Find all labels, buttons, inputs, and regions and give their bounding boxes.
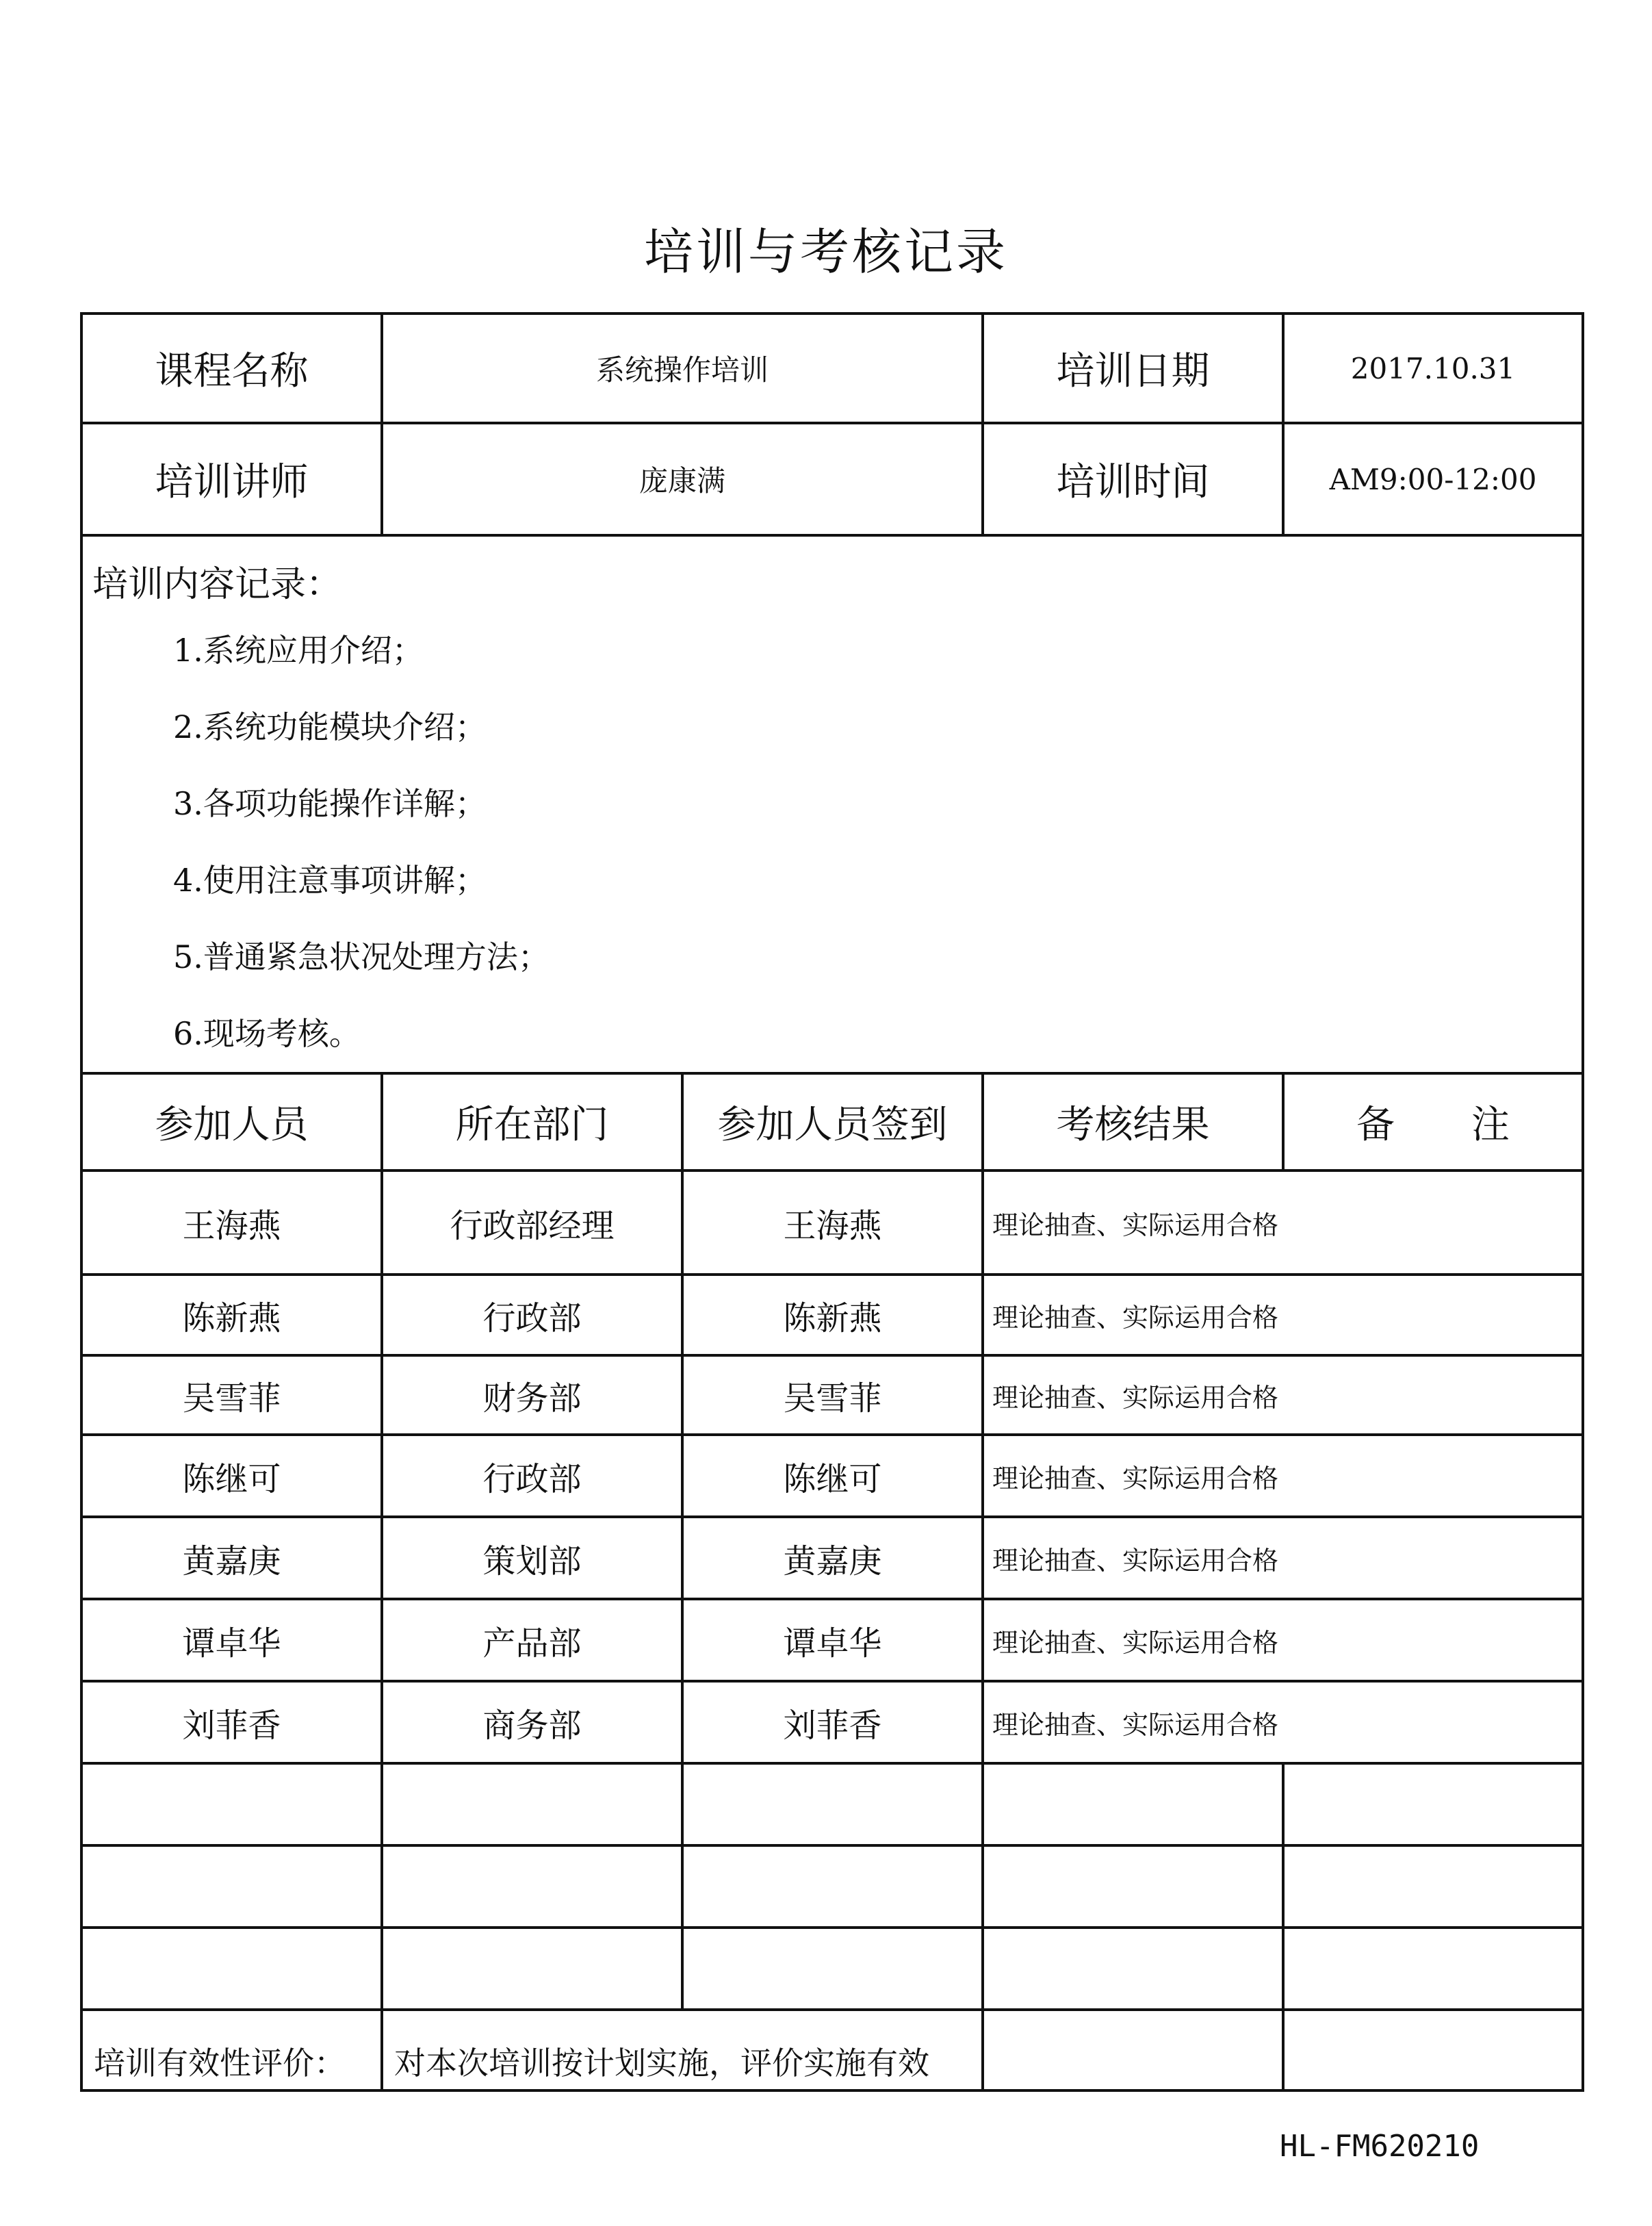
empty-cell[interactable] — [983, 1763, 1283, 1845]
participant-department[interactable]: 行政部 — [382, 1435, 682, 1517]
table-row — [81, 1355, 1583, 1435]
column-header-participant: 参加人员 — [81, 1073, 382, 1170]
empty-row — [81, 1763, 1583, 1845]
empty-cell[interactable] — [81, 1928, 382, 2010]
content-item: 4.使用注意事项讲解； — [173, 862, 487, 899]
participant-result[interactable]: 理论抽查、实际运用合格 — [983, 1355, 1583, 1435]
header-row-course — [81, 314, 1583, 423]
participant-sign-in[interactable]: 吴雪菲 — [682, 1355, 983, 1435]
participant-department[interactable]: 策划部 — [382, 1517, 682, 1599]
evaluation-label: 培训有效性评价： — [81, 2010, 382, 2090]
participant-department[interactable]: 行政部经理 — [382, 1170, 682, 1275]
trainer-label: 培训讲师 — [81, 423, 382, 535]
content-item: 3.各项功能操作详解； — [173, 785, 487, 822]
participant-sign-in[interactable]: 刘菲香 — [682, 1681, 983, 1763]
participant-result[interactable]: 理论抽查、实际运用合格 — [983, 1681, 1583, 1763]
empty-cell[interactable] — [1283, 2010, 1583, 2090]
evaluation-value[interactable]: 对本次培训按计划实施，评价实施有效 — [382, 2010, 983, 2090]
participant-result[interactable]: 理论抽查、实际运用合格 — [983, 1599, 1583, 1681]
participant-name[interactable]: 吴雪菲 — [81, 1355, 382, 1435]
empty-cell[interactable] — [983, 1928, 1283, 2010]
participant-result[interactable]: 理论抽查、实际运用合格 — [983, 1170, 1583, 1275]
content-heading: 培训内容记录： — [92, 564, 342, 605]
empty-row — [81, 1928, 1583, 2010]
training-record-form — [80, 312, 1584, 2092]
participant-sign-in[interactable]: 王海燕 — [682, 1170, 983, 1275]
table-row — [81, 1517, 1583, 1599]
column-header-result: 考核结果 — [983, 1073, 1283, 1170]
empty-cell[interactable] — [81, 1763, 382, 1845]
empty-cell[interactable] — [682, 1928, 983, 2010]
training-time-value[interactable]: AM9:00-12:00 — [1283, 423, 1583, 535]
empty-cell[interactable] — [983, 1845, 1283, 1928]
table-row — [81, 1275, 1583, 1355]
participant-department[interactable]: 商务部 — [382, 1681, 682, 1763]
column-header-remarks: 备 注 — [1283, 1073, 1583, 1170]
content-record-cell[interactable] — [81, 535, 1583, 1073]
table-row — [81, 1435, 1583, 1517]
empty-row — [81, 1845, 1583, 1928]
content-row — [81, 535, 1583, 1073]
evaluation-row — [81, 2010, 1583, 2090]
training-date-label: 培训日期 — [983, 314, 1283, 423]
content-item: 5.普通紧急状况处理方法； — [173, 938, 550, 975]
empty-cell[interactable] — [1283, 1763, 1583, 1845]
content-list — [83, 612, 1582, 1072]
participant-name[interactable]: 刘菲香 — [81, 1681, 382, 1763]
page-title: 培训与考核记录 — [643, 223, 1008, 281]
empty-cell[interactable] — [1283, 1845, 1583, 1928]
participant-result[interactable]: 理论抽查、实际运用合格 — [983, 1435, 1583, 1517]
course-name-label: 课程名称 — [81, 314, 382, 423]
empty-cell[interactable] — [382, 1928, 682, 2010]
empty-cell[interactable] — [1283, 1928, 1583, 2010]
content-item: 2.系统功能模块介绍； — [173, 708, 487, 745]
participant-result[interactable]: 理论抽查、实际运用合格 — [983, 1517, 1583, 1599]
header-row-trainer — [81, 423, 1583, 535]
participant-sign-in[interactable]: 谭卓华 — [682, 1599, 983, 1681]
table-row — [81, 1681, 1583, 1763]
content-item: 6.现场考核。 — [173, 1015, 361, 1052]
participant-name[interactable]: 黄嘉庚 — [81, 1517, 382, 1599]
empty-cell[interactable] — [81, 1845, 382, 1928]
participant-sign-in[interactable]: 黄嘉庚 — [682, 1517, 983, 1599]
participant-department[interactable]: 行政部 — [382, 1275, 682, 1355]
empty-cell[interactable] — [682, 1763, 983, 1845]
empty-cell[interactable] — [382, 1845, 682, 1928]
participants-header-row — [81, 1073, 1583, 1170]
participant-department[interactable]: 财务部 — [382, 1355, 682, 1435]
trainer-value[interactable]: 庞康满 — [382, 423, 983, 535]
table-row — [81, 1599, 1583, 1681]
document-code: HL-FM620210 — [1280, 2129, 1480, 2164]
participant-name[interactable]: 陈继可 — [81, 1435, 382, 1517]
participant-result[interactable]: 理论抽查、实际运用合格 — [983, 1275, 1583, 1355]
column-header-department: 所在部门 — [382, 1073, 682, 1170]
participant-sign-in[interactable]: 陈新燕 — [682, 1275, 983, 1355]
empty-cell[interactable] — [682, 1845, 983, 1928]
course-name-value[interactable]: 系统操作培训 — [382, 314, 983, 423]
column-header-sign-in: 参加人员签到 — [682, 1073, 983, 1170]
participant-name[interactable]: 王海燕 — [81, 1170, 382, 1275]
training-time-label: 培训时间 — [983, 423, 1283, 535]
content-item: 1.系统应用介绍； — [173, 632, 424, 669]
empty-cell[interactable] — [983, 2010, 1283, 2090]
training-date-value[interactable]: 2017.10.31 — [1283, 314, 1583, 423]
empty-cell[interactable] — [382, 1763, 682, 1845]
participant-sign-in[interactable]: 陈继可 — [682, 1435, 983, 1517]
participant-department[interactable]: 产品部 — [382, 1599, 682, 1681]
participant-name[interactable]: 陈新燕 — [81, 1275, 382, 1355]
participant-name[interactable]: 谭卓华 — [81, 1599, 382, 1681]
table-row — [81, 1170, 1583, 1275]
